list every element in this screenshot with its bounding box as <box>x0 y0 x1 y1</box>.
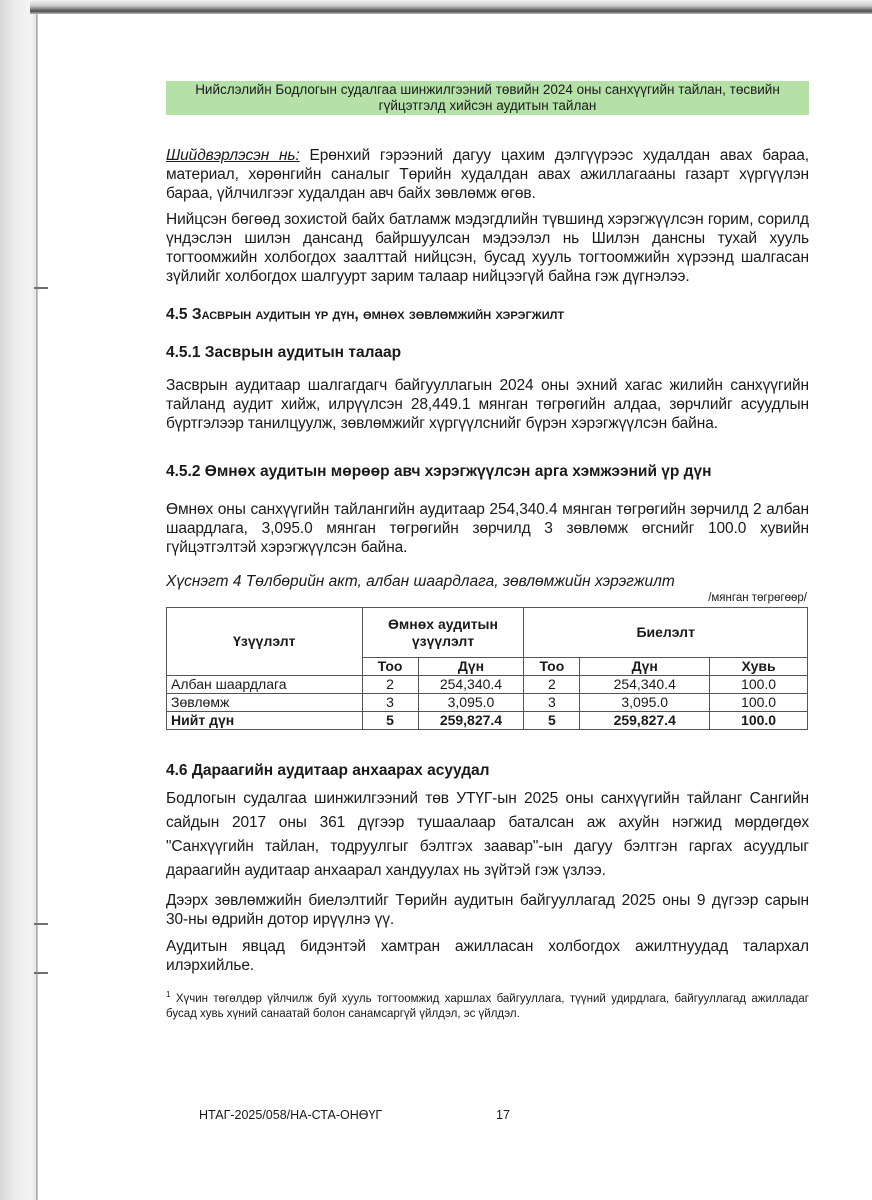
prev-count-cell: 5 <box>362 712 418 730</box>
header-previous-audit: Өмнөх аудитын үзүүлэлт <box>362 608 524 658</box>
done-count-cell: 3 <box>524 694 580 712</box>
header-indicator: Үзүүлэлт <box>167 608 363 676</box>
section-4-5-1-heading: 4.5.1 Засврын аудитын талаар <box>166 344 402 361</box>
done-amount-cell: 259,827.4 <box>580 712 710 730</box>
row-label: Нийт дүн <box>167 712 363 730</box>
section-4-5-2-text: Өмнөх оны санхүүгийн тайлангийн аудитаар 254,340.4 мянган төгрөгийн зөрчилд 2 албан шаардлага, 3,095.0 мянган төгрөгийн зөрчилд 3 зөвлөмж өгснийг 100.0 хувийн гүйцэтгэлтэй хэрэгжүүлсэн байна. <box>166 501 809 556</box>
row-label: Албан шаардлага <box>167 676 363 694</box>
running-header <box>166 81 809 115</box>
footnote-marker: 1 <box>166 990 171 999</box>
header-percent: Хувь <box>710 658 808 676</box>
footnote <box>166 987 809 1022</box>
prev-amount-cell: 259,827.4 <box>418 712 524 730</box>
header-done-amount: Дүн <box>580 658 710 676</box>
header-prev-amount: Дүн <box>418 658 524 676</box>
percent-cell: 100.0 <box>710 676 808 694</box>
done-amount-cell: 3,095.0 <box>580 694 710 712</box>
recommendation-table <box>166 607 808 730</box>
page-number: 17 <box>496 1108 510 1122</box>
table-total-row <box>167 712 808 730</box>
prev-amount-cell: 3,095.0 <box>418 694 524 712</box>
row-label: Зөвлөмж <box>167 694 363 712</box>
section-4-5-2-heading: 4.5.2 Өмнөх аудитын мөрөөр авч хэрэгжүүлсэн арга хэмжээний үр дүн <box>166 463 712 480</box>
assurance-paragraph: Нийцсэн бөгөөд зохистой байх батламж мэдэгдлийн түвшинд хэрэгжүүлсэн горим, сорилд үндэслэн шилэн дансанд байршуулсан мэдээлэл нь Шилэн дансны тухай хууль тогтоомжийн холбогдох заалттай нийцсэн, бусад хууль тогтоомжийн хүрээнд шалгасан зүйлийг холбогдох шалгуурт зарим талаар нийцээгүй байна гэж дүгнэлээ. <box>166 211 809 285</box>
prev-count-cell: 3 <box>362 694 418 712</box>
running-header-line2: гүйцэтгэлд хийсэн аудитын тайлан <box>378 98 597 113</box>
header-prev-count: Тоо <box>362 658 418 676</box>
table-caption: Хүснэгт 4 Төлбөрийн акт, албан шаардлага, зөвлөмжийн хэрэгжилт <box>166 573 675 590</box>
deadline-paragraph: Дээрх зөвлөмжийн биелэлтийг Төрийн аудитын байгууллагад 2025 оны 9 дүгээр сарын 30-ны өдрийн дотор ирүүлнэ үү. <box>166 892 809 928</box>
done-count-cell: 5 <box>524 712 580 730</box>
footnote-text: Хүчин төгөлдөр үйлчилж буй хууль тогтоомжид харшлах байгууллага, түүний удирдлага, байгууллагад ажилладаг бусад хувь хүний санаатай болон санамсаргүй үйлдэл, эс үйлдэл. <box>166 992 809 1020</box>
section-4-5-1-text: Засврын аудитаар шалгагдагч байгууллагын 2024 оны эхний хагас жилийн санхүүгийн тайланд аудит хийж, илрүүлсэн 28,449.1 мянган төгрөгийн алдаа, зөрчлийг асуудлын бүртгэлээр танилцуулж, зөвлөмжийг хүргүүлснийг бүрэн хэрэгжүүлсэн байна. <box>166 377 809 432</box>
table-row <box>167 694 808 712</box>
done-count-cell: 2 <box>524 676 580 694</box>
percent-cell: 100.0 <box>710 712 808 730</box>
section-4-6-heading: 4.6 Дараагийн аудитаар анхаарах асуудал <box>166 762 490 779</box>
prev-amount-cell: 254,340.4 <box>418 676 524 694</box>
header-done-count: Тоо <box>524 658 580 676</box>
header-fulfillment: Биелэлт <box>524 608 808 658</box>
table-row <box>167 676 808 694</box>
running-header-line1: Нийслэлийн Бодлогын судалгаа шинжилгээний төвийн 2024 оны санхүүгийн тайлан, төсвийн <box>195 82 780 97</box>
percent-cell: 100.0 <box>710 694 808 712</box>
section-4-6-text: Бодлогын судалгаа шинжилгээний төв УТҮГ-ын 2025 оны санхүүгийн тайланг Сангийн сайдын 2017 оны 361 дүгээр тушаалаар баталсан аж ахуйн нэгжид мөрдөгдөх "Санхүүгийн тайлан, тодруулгыг бэлтгэх заавар"-ын дагуу бэлтгэн гаргах асуудлыг дараагийн аудитаар анхаарал хандуулах нь зүйтэй гэж үзлээ. <box>166 790 809 879</box>
justification-label: Шийдвэрлэсэн нь: <box>166 147 300 164</box>
section-4-5-heading: 4.5 Засврын аудитын үр дүн, өмнөх зөвлөмжийн хэрэгжилт <box>166 306 565 323</box>
done-amount-cell: 254,340.4 <box>580 676 710 694</box>
justification-paragraph <box>166 146 809 203</box>
prev-count-cell: 2 <box>362 676 418 694</box>
thanks-paragraph: Аудитын явцад бидэнтэй хамтран ажилласан холбогдох ажилтнуудад талархал илэрхийлье. <box>166 938 809 974</box>
table-unit: /мянган төгрөгөөр/ <box>708 592 807 604</box>
justification-text: Ерөнхий гэрээний дагуу цахим дэлгүүрээс худалдан авах бараа, материал, хөрөнгийн саналыг Төрийн худалдан авах ажиллагааны газарт хүргүүлэн бараа, үйлчилгээг худалдан авч байх зөвлөмж өгөв. <box>166 147 809 202</box>
document-code: НТАГ-2025/058/НА-СТА-ОНӨҮГ <box>199 1108 383 1122</box>
